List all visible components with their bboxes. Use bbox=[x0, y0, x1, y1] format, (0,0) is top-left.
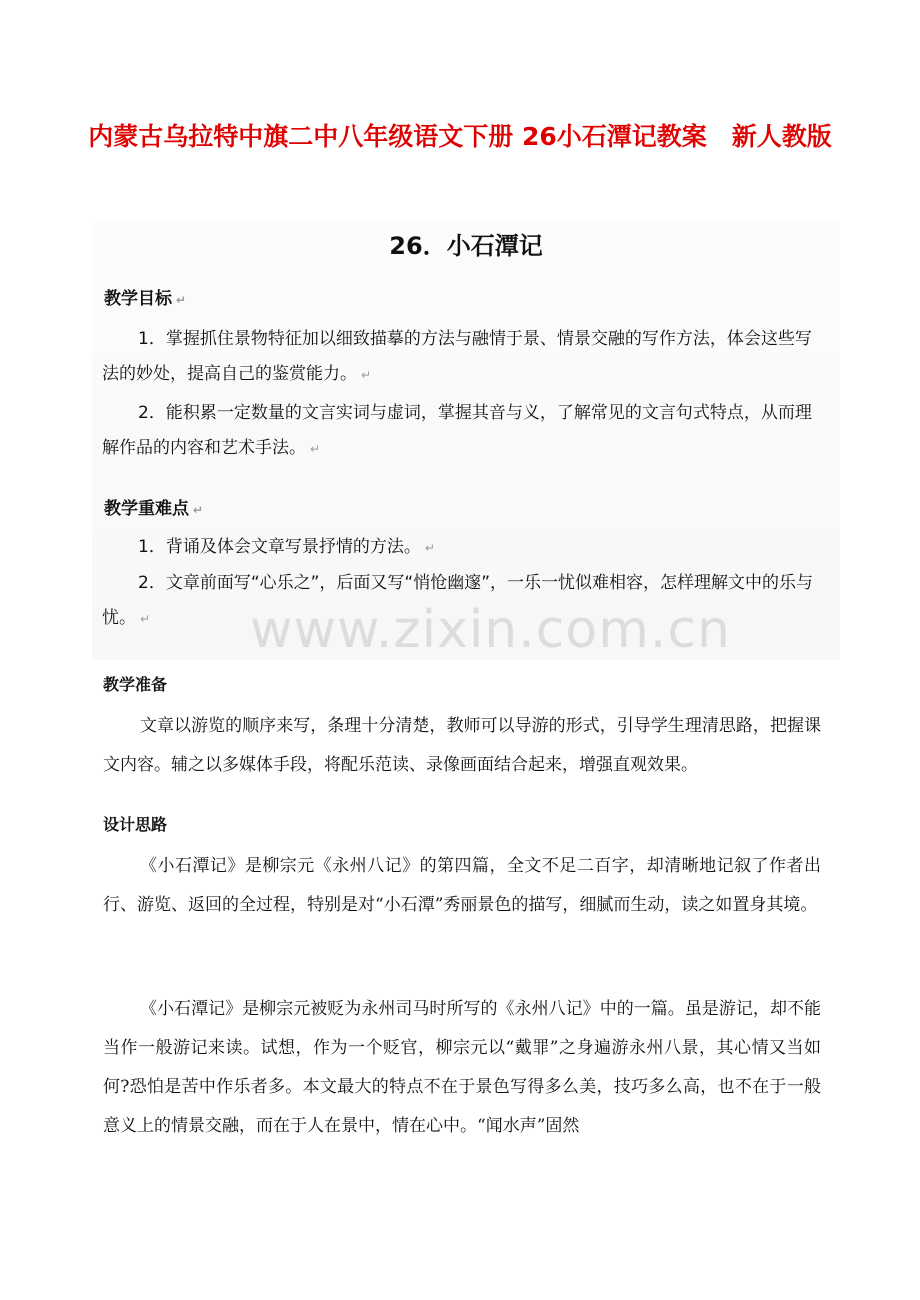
objectives-heading: 教学目标 ↵ bbox=[104, 289, 187, 309]
lesson-title: 26．小石潭记 bbox=[389, 232, 543, 260]
lesson-plan-image bbox=[92, 220, 840, 660]
difficulty-item: 2．文章前面写“心乐之”，后面又写“悄怆幽邃”，一乐一忧似难相容，怎样理解文中的乐与忧。 ↵ bbox=[102, 573, 814, 628]
design-heading: 设计思路 bbox=[103, 815, 168, 834]
page-title: 内蒙古乌拉特中旗二中八年级语文下册 26小石潭记教案 新人教版 bbox=[88, 122, 832, 151]
preparation-paragraph: 文章以游览的顺序来写，条理十分清楚，教师可以导游的形式，引导学生理清思路，把握课文内容。辅之以多媒体手段，将配乐范读、录像画面结合起来，增强直观效果。 bbox=[103, 716, 821, 775]
objective-item: 2．能积累一定数量的文言实词与虚词，掌握其音与义，了解常见的文言句式特点，从而理解作品的内容和艺术手法。 ↵ bbox=[102, 403, 812, 458]
difficulty-item: 1．背诵及体会文章写景抒情的方法。 ↵ bbox=[138, 537, 435, 557]
site-watermark: www.zixin.com.cn bbox=[250, 600, 731, 660]
design-paragraph: 《小石潭记》是柳宗元被贬为永州司马时所写的《永州八记》中的一篇。虽是游记，却不能当作一般游记来读。试想，作为一个贬官，柳宗元以“戴罪”之身遍游永州八景，其心情又当如何?恐怕是苦中作乐者多。本文最大的特点不在于景色写得多么美，技巧多么高，也不在于一般意义上的情景交融，而在于人在景中，情在心中。“闻水声”固然 bbox=[103, 999, 821, 1136]
difficulties-heading: 教学重难点 ↵ bbox=[104, 499, 204, 519]
objective-item: 1．掌握抓住景物特征加以细致描摹的方法与融情于景、情景交融的写作方法，体会这些写法的妙处，提高自己的鉴赏能力。 ↵ bbox=[102, 329, 812, 384]
design-paragraph: 《小石潭记》是柳宗元《永州八记》的第四篇，全文不足二百字，却清晰地记叙了作者出行、游览、返回的全过程，特别是对“小石潭”秀丽景色的描写，细腻而生动，读之如置身其境。 bbox=[103, 856, 821, 915]
preparation-heading: 教学准备 bbox=[103, 675, 168, 694]
